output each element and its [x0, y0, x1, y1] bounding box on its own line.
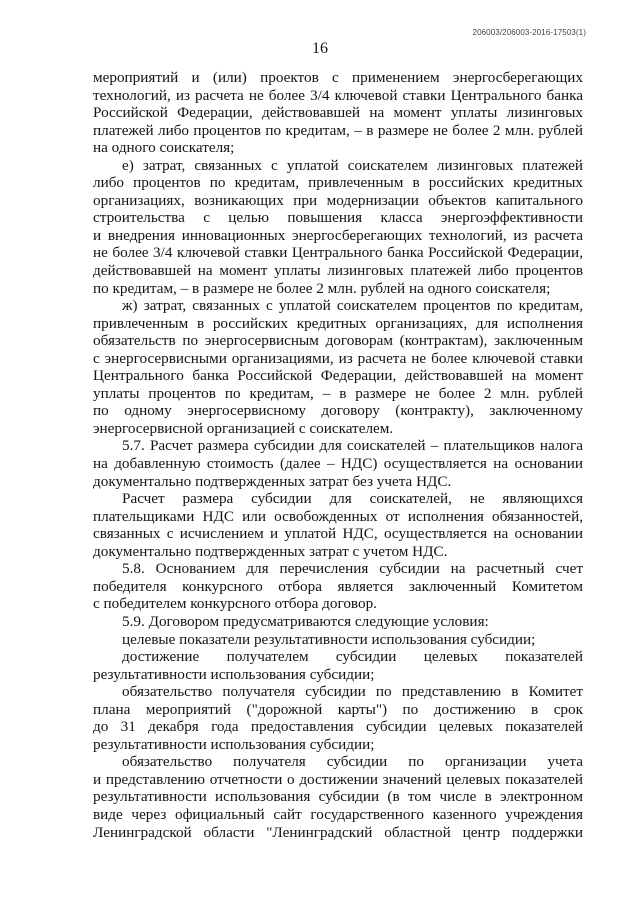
text-line: связанных с исчислением и уплатой НДС, осуществляется на основании	[93, 525, 583, 543]
text-line: строительства с целью повышения класса энергоэффективности	[93, 209, 583, 227]
text-line: достижение получателем субсидии целевых показателей	[122, 648, 583, 666]
document-id: 206003/206003-2016-17503(1)	[472, 28, 586, 37]
text-line: Ленинградской области "Ленинградский областной центр поддержки	[93, 823, 583, 841]
text-line: результативности использования субсидии;	[93, 665, 375, 683]
document-body	[93, 69, 583, 841]
text-line: результативности использования субсидии (в том числе в электронном	[93, 788, 583, 806]
text-line: победителя конкурсного отбора является заключенный Комитетом	[93, 577, 583, 595]
text-line: Расчет размера субсидии для соискателей, не являющихся	[122, 490, 583, 508]
text-line: плана мероприятий ("дорожной карты") по достижению в срок	[93, 700, 583, 718]
text-line: либо процентов по кредитам, привлеченным в российских кредитных	[93, 174, 583, 192]
page-number: 16	[312, 40, 328, 57]
text-line: Российской Федерации, действовавшей на момент уплаты лизинговых	[93, 104, 583, 122]
text-line: платежей либо процентов по кредитам, – в размере не более 2 млн. рублей	[93, 121, 583, 139]
text-line: не более 3/4 ключевой ставки Центрального банка Российской Федерации,	[93, 244, 583, 262]
text-line: по кредитам, – в размере не более 2 млн. рублей на одного соискателя;	[93, 279, 551, 297]
text-line: технологий, из расчета не более 3/4 ключевой ставки Центрального банка	[93, 86, 583, 104]
text-line: 5.8. Основанием для перечисления субсидии на расчетный счет	[122, 560, 583, 578]
text-line: плательщиками НДС или освобожденных от исполнения обязанностей,	[93, 507, 583, 525]
text-line: на добавленную стоимость (далее – НДС) осуществляется на основании	[93, 455, 583, 473]
text-line: 5.7. Расчет размера субсидии для соискателей – плательщиков налога	[122, 437, 583, 455]
text-line: и внедрения инновационных энергосберегающих технологий, из расчета	[93, 226, 583, 244]
text-line: на одного соискателя;	[93, 139, 235, 157]
text-line: по одному энергосервисному договору (контракту), заключенному	[93, 402, 583, 420]
text-line: е) затрат, связанных с уплатой соискателем лизинговых платежей	[122, 156, 583, 174]
text-line: действовавшей на момент уплаты лизинговых платежей либо процентов	[93, 262, 583, 280]
text-line: и представлению отчетности о достижении значений целевых показателей	[93, 770, 583, 788]
text-line: мероприятий и (или) проектов с применением энергосберегающих	[93, 69, 583, 86]
text-line: виде через официальный сайт государственного казенного учреждения	[93, 805, 583, 823]
text-line: обязательств по энергосервисным договорам (контрактам), заключенным	[93, 332, 583, 350]
text-line: результативности использования субсидии;	[93, 735, 375, 753]
text-line: Центрального банка Российской Федерации, действовавшей на момент	[93, 367, 583, 385]
text-line: с победителем конкурсного отбора договор.	[93, 595, 377, 613]
text-line: обязательство получателя субсидии по организации учета	[122, 753, 583, 771]
text-line: энергосервисной организацией с соискателем.	[93, 419, 394, 437]
text-line: целевые показатели результативности использования субсидии;	[122, 630, 536, 648]
text-line: документально подтвержденных затрат без учета НДС.	[93, 472, 452, 490]
text-line: обязательство получателя субсидии по представлению в Комитет	[122, 683, 583, 701]
text-line: 5.9. Договором предусматриваются следующие условия:	[122, 612, 489, 630]
text-line: документально подтвержденных затрат с учетом НДС.	[93, 542, 448, 560]
text-line: с энергосервисными организациями, из расчета не более ключевой ставки	[93, 349, 583, 367]
text-line: привлеченным в российских кредитных организациях, для исполнения	[93, 314, 583, 332]
text-line: до 31 декабря года предоставления субсидии целевых показателей	[93, 718, 583, 736]
text-line: ж) затрат, связанных с уплатой соискателем процентов по кредитам,	[122, 297, 583, 315]
text-line: уплаты процентов по кредитам, – в размере не более 2 млн. рублей	[93, 384, 583, 402]
text-line: организациях, возникающих при модернизации объектов капитального	[93, 191, 583, 209]
